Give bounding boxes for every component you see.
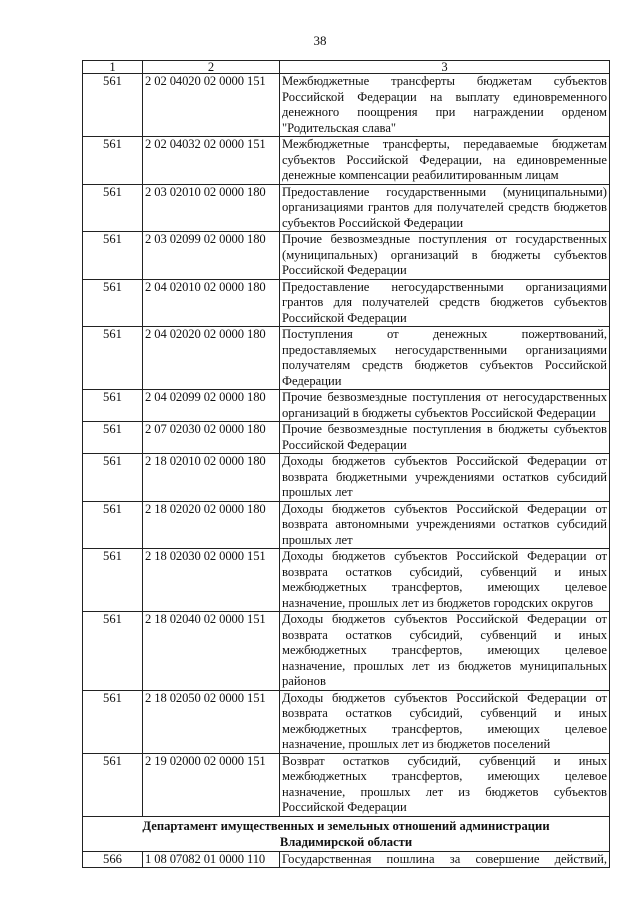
table-row — [83, 232, 610, 280]
admin-code: 561 — [83, 549, 143, 612]
admin-code: 561 — [83, 454, 143, 502]
revenue-code: 2 19 02000 02 0000 151 — [143, 753, 280, 816]
admin-code: 561 — [83, 501, 143, 549]
revenue-description: Межбюджетные трансферты бюджетам субъектов Российской Федерации на выплату единовременного денежного поощрения при награждении орденом "Родительская слава" — [280, 74, 610, 137]
table-row — [83, 690, 610, 753]
revenue-description: Прочие безвозмездные поступления от государственных (муниципальных) организаций в бюджеты субъектов Российской Федерации — [280, 232, 610, 280]
admin-code: 566 — [83, 851, 143, 868]
admin-code: 561 — [83, 612, 143, 691]
revenue-code: 2 04 02099 02 0000 180 — [143, 390, 280, 422]
revenue-description: Межбюджетные трансферты, передаваемые бюджетам субъектов Российской Федерации, на единовременные денежные компенсации реабилитированным лицам — [280, 137, 610, 185]
admin-code: 561 — [83, 279, 143, 327]
table-row — [83, 549, 610, 612]
table-row — [83, 501, 610, 549]
revenue-description: Доходы бюджетов субъектов Российской Федерации от возврата остатков субсидий, субвенций и иных межбюджетных трансфертов, имеющих целевое назначение, прошлых лет из бюджетов городских округов — [280, 549, 610, 612]
revenue-code: 2 02 04032 02 0000 151 — [143, 137, 280, 185]
revenue-description: Доходы бюджетов субъектов Российской Федерации от возврата остатков субсидий, субвенций и иных межбюджетных трансфертов, имеющих целевое назначение, прошлых лет из бюджетов муниципальных районов — [280, 612, 610, 691]
revenue-description: Государственная пошлина за совершение действий, — [280, 851, 610, 868]
table-row — [83, 327, 610, 390]
revenue-description: Доходы бюджетов субъектов Российской Федерации от возврата автономными учреждениями остатков субсидий прошлых лет — [280, 501, 610, 549]
admin-code: 561 — [83, 422, 143, 454]
table-row — [83, 279, 610, 327]
table-header-row — [83, 61, 610, 74]
revenue-code: 2 03 02099 02 0000 180 — [143, 232, 280, 280]
revenue-description: Предоставление государственными (муниципальными) организациями грантов для получателей средств бюджетов субъектов Российской Федерации — [280, 184, 610, 232]
table-row — [83, 612, 610, 691]
admin-code: 561 — [83, 390, 143, 422]
section-header-row — [83, 816, 610, 851]
revenue-description: Прочие безвозмездные поступления от негосударственных организаций в бюджеты субъектов Российской Федерации — [280, 390, 610, 422]
column-header-2: 2 — [143, 61, 280, 74]
table-row — [83, 137, 610, 185]
revenue-code: 2 18 02020 02 0000 180 — [143, 501, 280, 549]
revenue-codes-table — [82, 60, 610, 868]
table-row — [83, 851, 610, 868]
revenue-code: 2 04 02020 02 0000 180 — [143, 327, 280, 390]
admin-code: 561 — [83, 327, 143, 390]
admin-code: 561 — [83, 753, 143, 816]
table-row — [83, 390, 610, 422]
admin-code: 561 — [83, 184, 143, 232]
revenue-code: 2 18 02040 02 0000 151 — [143, 612, 280, 691]
revenue-description: Предоставление негосударственными организациями грантов для получателей средств бюджетов субъектов Российской Федерации — [280, 279, 610, 327]
admin-code: 561 — [83, 232, 143, 280]
revenue-code: 2 03 02010 02 0000 180 — [143, 184, 280, 232]
revenue-code: 2 02 04020 02 0000 151 — [143, 74, 280, 137]
admin-code: 561 — [83, 690, 143, 753]
table-row — [83, 422, 610, 454]
column-header-3: 3 — [280, 61, 610, 74]
table-row — [83, 74, 610, 137]
revenue-code: 2 18 02030 02 0000 151 — [143, 549, 280, 612]
revenue-code: 2 04 02010 02 0000 180 — [143, 279, 280, 327]
section-heading-line-1: Департамент имущественных и земельных отношений администрации — [142, 818, 550, 833]
revenue-code: 2 18 02050 02 0000 151 — [143, 690, 280, 753]
revenue-description: Доходы бюджетов субъектов Российской Федерации от возврата остатков субсидий, субвенций и иных межбюджетных трансфертов, имеющих целевое назначение, прошлых лет из бюджетов поселений — [280, 690, 610, 753]
revenue-description: Доходы бюджетов субъектов Российской Федерации от возврата бюджетными учреждениями остатков субсидий прошлых лет — [280, 454, 610, 502]
admin-code: 561 — [83, 74, 143, 137]
revenue-description: Прочие безвозмездные поступления в бюджеты субъектов Российской Федерации — [280, 422, 610, 454]
page-number: 38 — [313, 33, 327, 48]
table-row — [83, 184, 610, 232]
section-heading — [83, 816, 610, 851]
admin-code: 561 — [83, 137, 143, 185]
revenue-description: Возврат остатков субсидий, субвенций и иных межбюджетных трансфертов, имеющих целевое назначение, прошлых лет из бюджетов субъектов Российской Федерации — [280, 753, 610, 816]
revenue-description: Поступления от денежных пожертвований, предоставляемых негосударственными организациями получателям средств бюджетов субъектов Российской Федерации — [280, 327, 610, 390]
column-header-1: 1 — [83, 61, 143, 74]
revenue-code: 2 18 02010 02 0000 180 — [143, 454, 280, 502]
revenue-code: 2 07 02030 02 0000 180 — [143, 422, 280, 454]
table-row — [83, 454, 610, 502]
revenue-code: 1 08 07082 01 0000 110 — [143, 851, 280, 868]
section-heading-line-2: Владимирской области — [279, 834, 413, 849]
table-row — [83, 753, 610, 816]
